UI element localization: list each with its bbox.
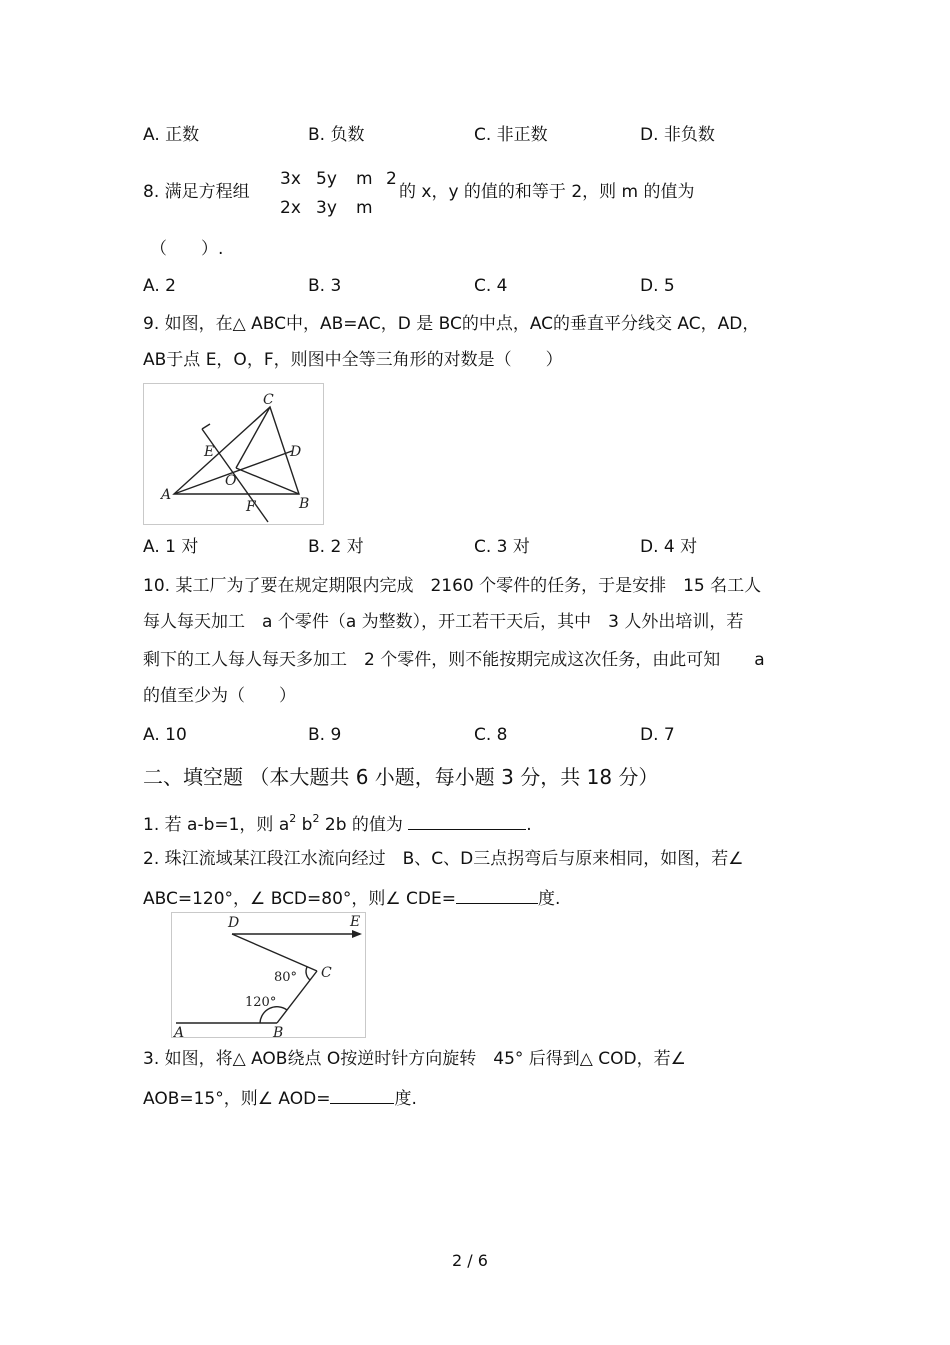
q8-eq2-t3: m: [356, 198, 373, 218]
river-diagram: [172, 913, 365, 1037]
q9-option-c: C. 3 对: [474, 537, 530, 557]
q7-option-b: B. 负数: [308, 125, 365, 145]
q8-eq2-t1: 2x: [280, 198, 301, 218]
fill1-line: [143, 812, 532, 838]
q8-option-b: B. 3: [308, 276, 342, 296]
fill1-post: 2b 的值为: [319, 815, 403, 835]
q10-option-d: D. 7: [640, 725, 675, 745]
fill2-answer-blank[interactable]: [456, 886, 538, 904]
q7-option-d: D. 非负数: [640, 125, 715, 145]
fill1-answer-blank[interactable]: [408, 812, 526, 830]
q8-suffix: 的 x，y 的值的和等于 2，则 m 的值为: [399, 182, 695, 202]
fill2-figure: [171, 912, 366, 1038]
page-number: 2 / 6: [452, 1251, 488, 1270]
segment-co: [236, 407, 270, 468]
label-b: B: [273, 1025, 284, 1037]
angle-80-label: 80°: [274, 970, 298, 985]
fill1-sup1: 2: [289, 812, 297, 825]
q8-eq2-t2: 3y: [316, 198, 337, 218]
fill3-line2: [143, 1086, 417, 1110]
q9-line2: AB于点 E，O，F，则图中全等三角形的对数是（ ）: [143, 350, 563, 370]
label-d: D: [290, 444, 302, 460]
fill3-line2-pre: AOB=15°，则∠ AOD=: [143, 1089, 331, 1109]
q8-eq1-t3: m: [356, 169, 373, 189]
angle-arc-c: [306, 967, 310, 980]
q10-option-c: C. 8: [474, 725, 508, 745]
segment-cd: [232, 934, 317, 971]
fill2-line2-pre: ABC=120°，∠ BCD=80°，则∠ CDE=: [143, 889, 456, 909]
arrow-head-icon: [352, 930, 362, 938]
fill1-sup2: 2: [312, 812, 320, 825]
fill1-end: .: [526, 815, 532, 835]
fill1-mid: b: [296, 815, 313, 835]
q10-line2: 每人每天加工 a 个零件（a 为整数），开工若干天后，其中 3 人外出培训，若: [143, 612, 744, 632]
q8-eq1-t1: 3x: [280, 169, 301, 189]
q7-option-c: C. 非正数: [474, 125, 548, 145]
q10-line4: 的值至少为（ ）: [143, 686, 296, 706]
q10-line1: 10. 某工厂为了要在规定期限内完成 2160 个零件的任务，于是安排 15 名工人: [143, 576, 762, 596]
label-d: D: [228, 915, 240, 931]
fill2-line2-post: 度.: [538, 889, 561, 909]
q8-option-d: D. 5: [640, 276, 675, 296]
fill3-line2-post: 度.: [394, 1089, 417, 1109]
q10-option-b: B. 9: [308, 725, 342, 745]
label-a: A: [174, 1025, 185, 1037]
angle-120-label: 120°: [245, 995, 277, 1010]
q9-option-d: D. 4 对: [640, 537, 698, 557]
q8-eq1-t2: 5y: [316, 169, 337, 189]
fill2-line1: 2. 珠江流域某江段江水流向经过 B、C、D三点拐弯后与原来相同，如图，若∠: [143, 849, 744, 869]
label-c: C: [263, 392, 274, 408]
q8-line2: （ ）.: [150, 239, 224, 259]
label-a: A: [161, 487, 172, 503]
q10-option-a: A. 10: [143, 725, 187, 745]
label-e: E: [204, 444, 215, 460]
q9-figure: [143, 383, 324, 525]
label-f: F: [246, 499, 256, 515]
label-o: O: [225, 473, 237, 489]
bisector-extension: [202, 424, 210, 429]
q9-option-b: B. 2 对: [308, 537, 364, 557]
q9-option-a: A. 1 对: [143, 537, 199, 557]
label-e: E: [350, 914, 361, 930]
q10-line3: 剩下的工人每人每天多加工 2 个零件，则不能按期完成这次任务，由此可知 a: [143, 650, 765, 670]
q8-eq1-t4: 2: [386, 169, 397, 189]
fill2-line2: [143, 886, 560, 910]
section-heading: 二、填空题 （本大题共 6 小题，每小题 3 分，共 18 分）: [143, 765, 659, 789]
fill1-pre: 1. 若 a-b=1，则 a: [143, 815, 290, 835]
q7-option-a: A. 正数: [143, 125, 200, 145]
triangle-diagram: [144, 384, 323, 524]
label-c: C: [321, 965, 332, 981]
label-b: B: [299, 496, 310, 512]
fill3-line1: 3. 如图，将△ AOB绕点 O按逆时针方向旋转 45° 后得到△ COD，若∠: [143, 1049, 686, 1069]
triangle-abc: [174, 407, 302, 494]
q8-prefix: 8. 满足方程组: [143, 182, 250, 202]
q8-option-c: C. 4: [474, 276, 508, 296]
q8-option-a: A. 2: [143, 276, 176, 296]
q9-line1: 9. 如图，在△ ABC中，AB=AC，D 是 BC的中点，AC的垂直平分线交 AC，AD，: [143, 314, 760, 334]
fill3-answer-blank[interactable]: [330, 1086, 394, 1104]
